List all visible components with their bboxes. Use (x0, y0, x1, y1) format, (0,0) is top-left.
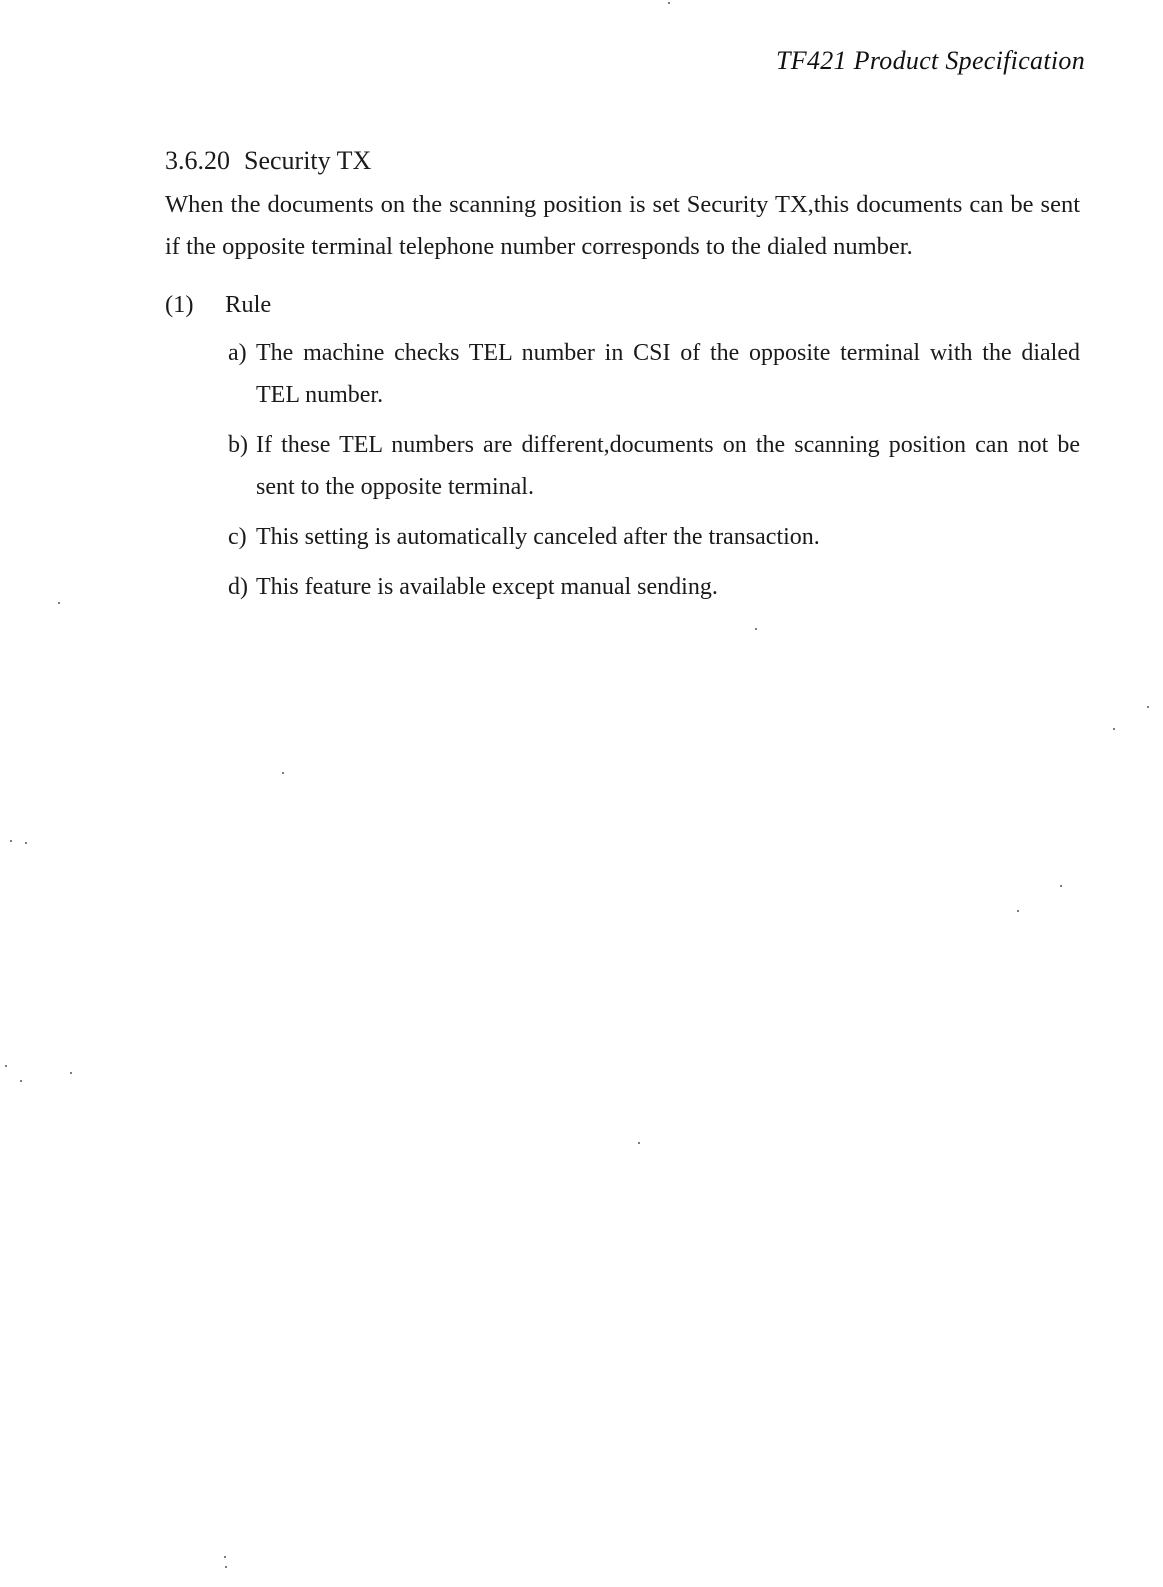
scan-speck (1113, 728, 1115, 730)
rule-letter: c) (228, 524, 247, 550)
section-security-tx (165, 142, 1080, 616)
scan-speck (1147, 706, 1149, 708)
rule-text: The machine checks TEL number in CSI of the opposite terminal with the dialed TEL number. (256, 340, 1080, 408)
scan-speck (638, 1142, 640, 1144)
scan-speck (25, 842, 27, 844)
scan-speck (282, 772, 284, 774)
rule-item-d (228, 566, 1080, 608)
page-header-title: TF421 Product Specification (776, 46, 1085, 75)
section-title: Security TX (244, 146, 372, 175)
rule-letter: b) (228, 432, 248, 458)
rule-number: (1) (165, 291, 194, 318)
rule-item-a (228, 332, 1080, 416)
scan-speck (70, 1072, 72, 1074)
rule-text: This feature is available except manual sending. (256, 574, 718, 600)
rule-letter: a) (228, 340, 247, 366)
scan-speck (20, 1080, 22, 1082)
rule-letter: d) (228, 574, 248, 600)
rule-item-c (228, 516, 1080, 558)
rule-heading (165, 286, 1080, 324)
scan-speck (5, 1065, 7, 1067)
scan-speck (224, 1556, 226, 1558)
scan-speck (1060, 885, 1062, 887)
rule-item-b (228, 424, 1080, 508)
scan-speck (755, 628, 757, 630)
section-intro: When the documents on the scanning position is set Security TX,this documents can be sent if the opposite terminal telephone number corresponds to the dialed number. (165, 191, 1080, 260)
rule-list (165, 332, 1080, 608)
section-number: 3.6.20 (165, 146, 230, 175)
rule-label: Rule (225, 291, 272, 318)
scan-speck (1017, 910, 1019, 912)
scan-speck (668, 2, 670, 4)
rule-text: If these TEL numbers are different,documents on the scanning position can not be sent to the opposite terminal. (256, 432, 1080, 500)
rule-text: This setting is automatically canceled after the transaction. (256, 524, 820, 550)
scan-speck (225, 1566, 227, 1568)
scan-speck (10, 840, 12, 842)
section-heading (165, 142, 1080, 180)
scan-speck (58, 602, 60, 604)
